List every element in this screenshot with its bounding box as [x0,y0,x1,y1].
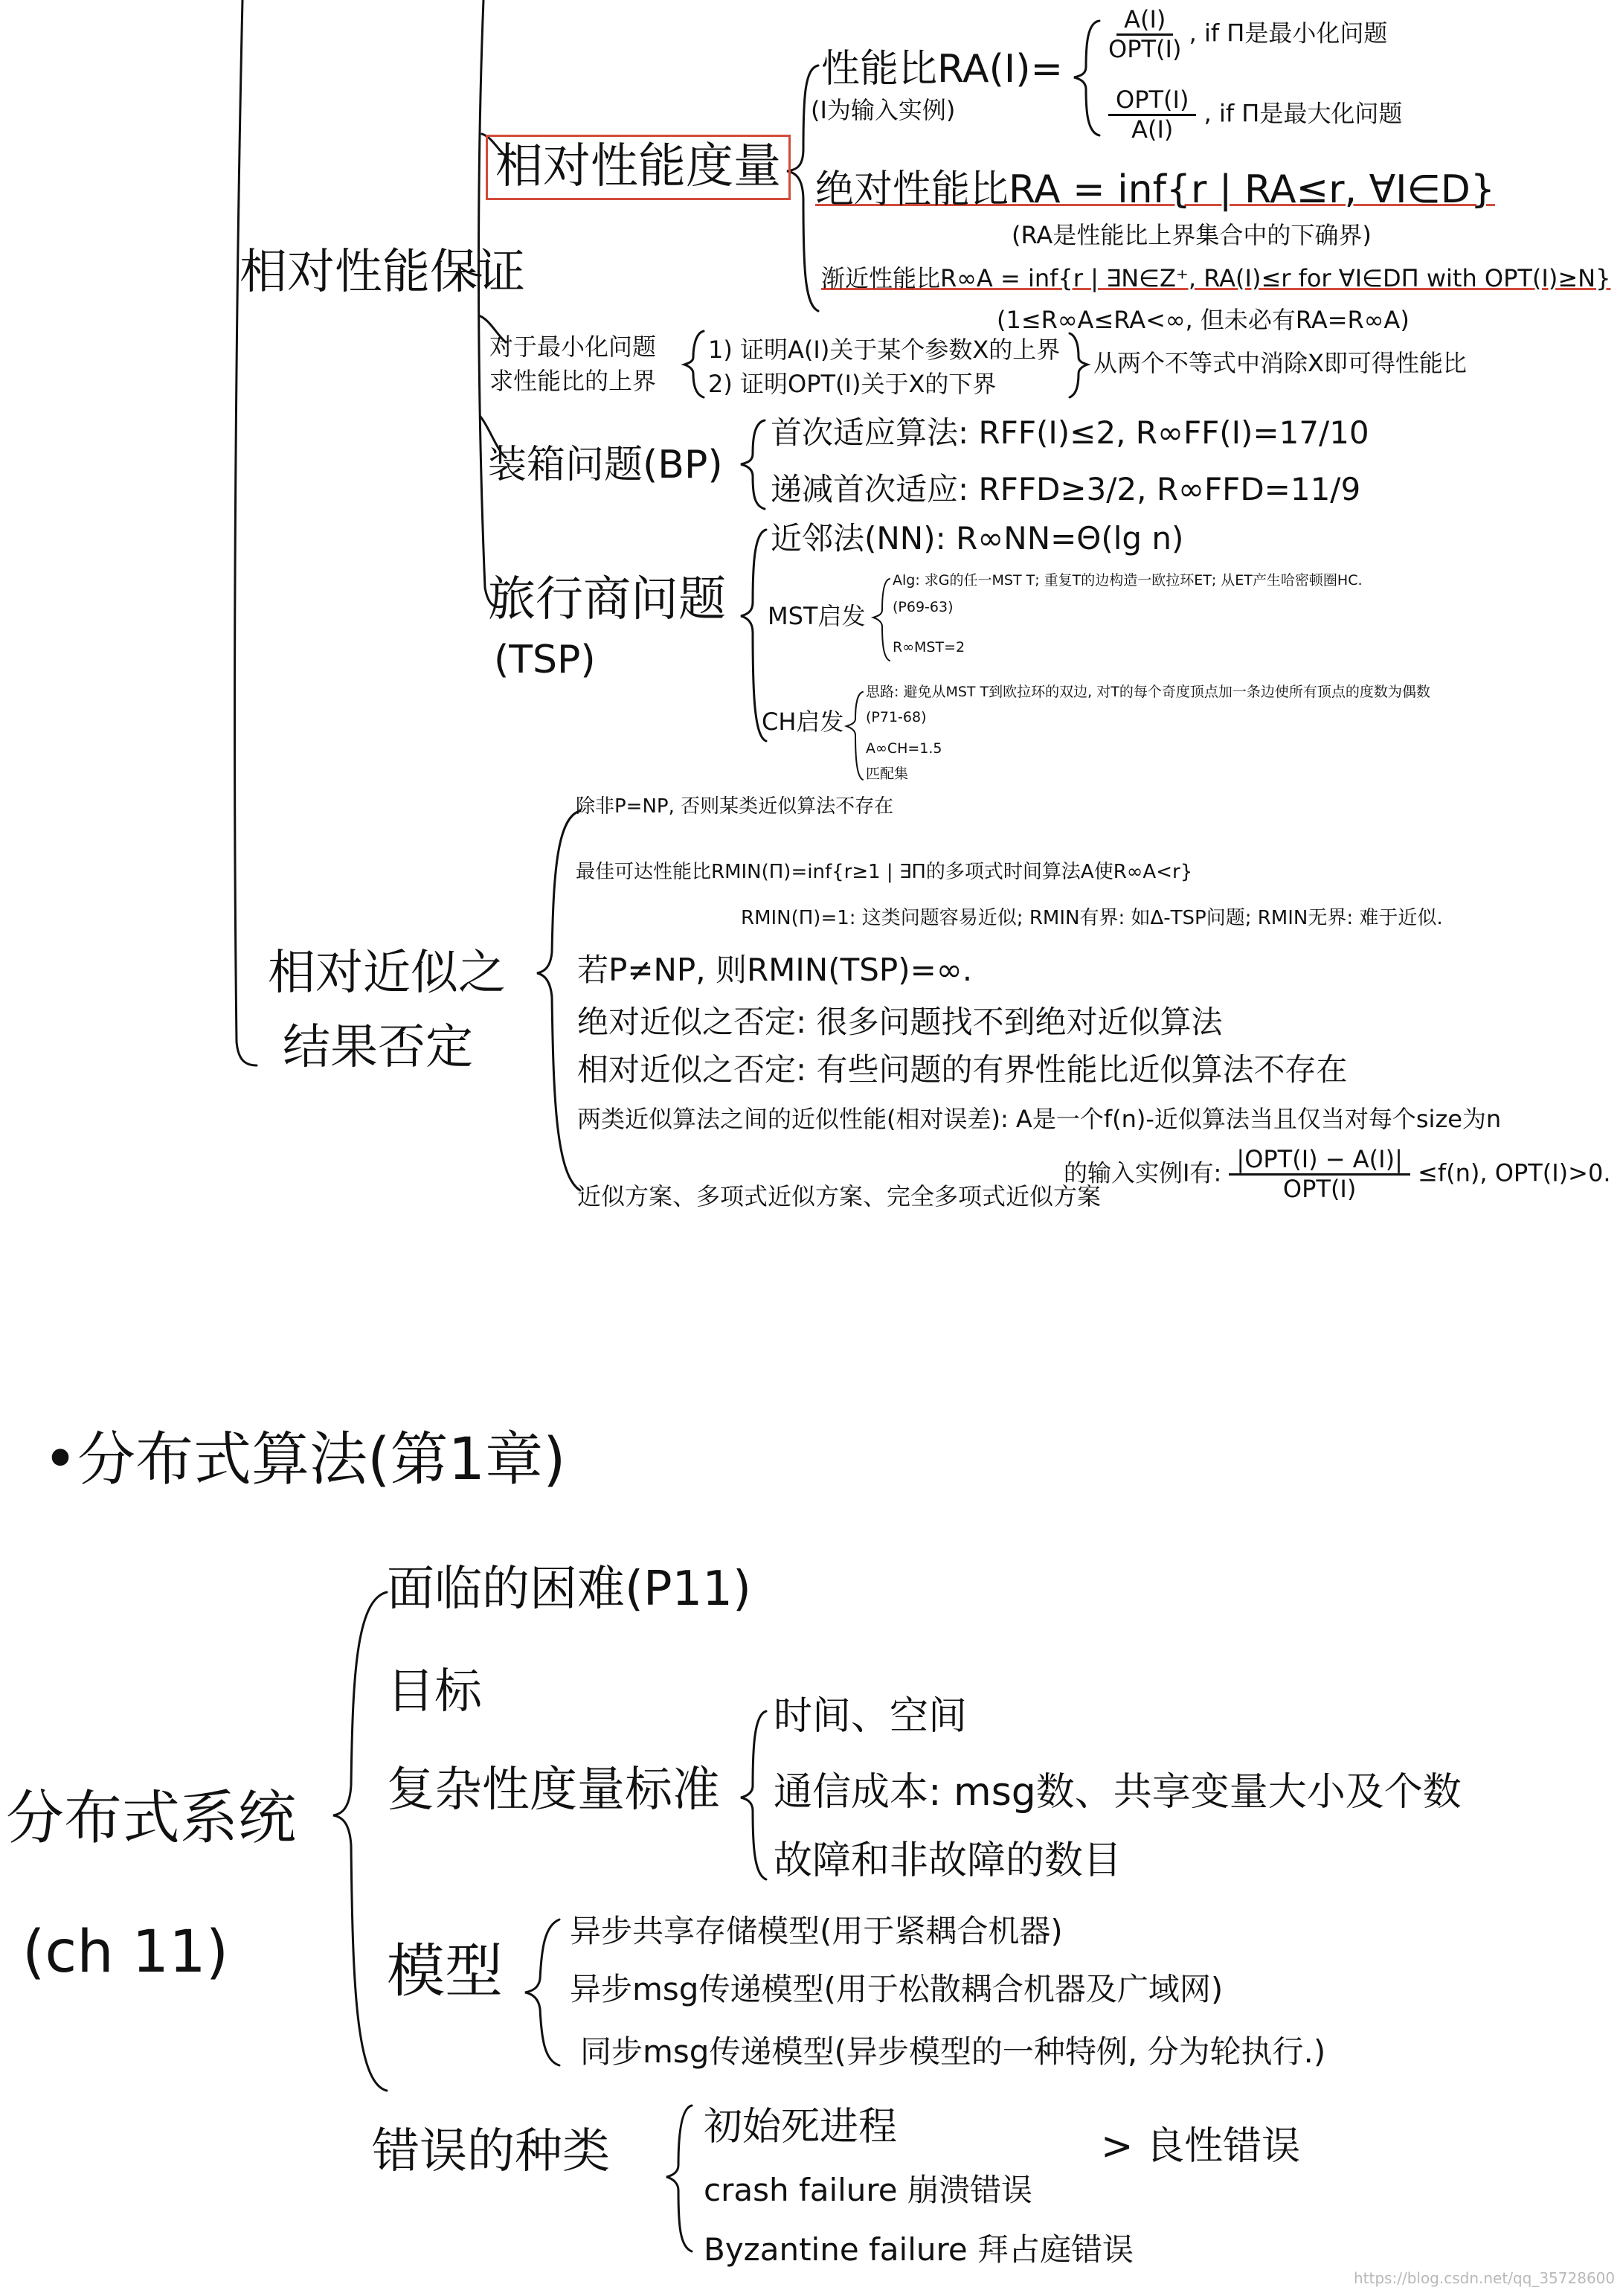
model-item-1: 异步msg传递模型(用于松散耦合机器及广域网) [570,1971,1224,2007]
negation-item-4: 若P≠NP, 则RMIN(TSP)=∞. [577,952,973,988]
bp-ffd: 递减首次适应: RFFD≥3/2, R∞FFD=11/9 [771,471,1361,507]
negation-item-3: RMIN(Π)=1: 这类问题容易近似; RMIN有界: 如Δ-TSP问题; RMIN无界: 难于近似. [741,907,1443,929]
negation-item-8: 近似方案、多项式近似方案、完全多项式近似方案 [577,1182,1102,1210]
brace-branch5 [537,811,580,1190]
negation-item-7-formula [1064,1146,1610,1203]
model-label: 模型 [387,1938,504,2005]
asymptotic-ratio: 渐近性能比R∞A = inf{r | ∃N∈Z⁺, RA(I)≤r for ∀I∈DΠ with OPT(I)≥N} [821,264,1611,292]
negation-item-5: 绝对近似之否定: 很多问题找不到绝对近似算法 [577,1004,1223,1040]
brace-branch3 [741,420,765,509]
brace-ch [846,692,863,780]
branch4-label-1: 旅行商问题 [488,572,726,627]
absolute-ratio-note: (RA是性能比上界集合中的下确界) [1012,221,1372,249]
brace-perf-ratio [1074,21,1099,135]
bp-first-fit: 首次适应算法: RFF(I)≤2, R∞FF(I)=17/10 [771,414,1369,451]
distributed-root-1: 分布式系统 [6,1785,297,1852]
watermark: https://blog.csdn.net/qq_35728600 [1354,2269,1616,2287]
case1-denominator: OPT(I) [1108,34,1182,63]
goal-label: 目标 [387,1664,482,1719]
negation-item-7-tail: ≤f(n), OPT(I)>0. [1418,1158,1611,1187]
branch1-title: 相对性能度量 [488,137,788,198]
distributed-heading: •分布式算法(第1章) [43,1426,566,1493]
tsp-mst-label: MST启发 [768,602,866,630]
case2-denominator: A(I) [1131,115,1174,144]
asymptotic-ratio-note: (1≤R∞A≤RA<∞, 但未必有RA=R∞A) [997,306,1410,334]
tsp-mst-page: (P69-63) [893,599,954,615]
ratio-case-min [1108,6,1387,63]
benign-text: 良性错误 [1145,2124,1301,2169]
outer-hook-line [237,1042,257,1065]
branch3-label: 装箱问题(BP) [488,443,723,487]
tsp-mst-ratio: R∞MST=2 [893,639,965,655]
tsp-ch-ratio: A∞CH=1.5 [866,740,942,757]
tsp-ch-label: CH启发 [762,708,844,736]
branch2-label-1: 对于最小化问题 [489,333,657,361]
branch4-label-2: (TSP) [494,638,596,682]
case2-numerator: OPT(I) [1108,86,1196,116]
tsp-ch-note: 匹配集 [866,766,909,782]
negation-item-7-denominator: OPT(I) [1282,1174,1357,1203]
absolute-ratio: 绝对性能比RA = inf{r | RA≤r, ∀I∈D} [815,167,1495,212]
outer-vertical-line [235,0,242,1042]
model-item-0: 异步共享存储模型(用于紧耦合机器) [570,1913,1063,1949]
error-item-1: crash failure 崩溃错误 [704,2172,1032,2208]
tsp-mst-alg: Alg: 求G的任一MST T; 重复T的边构造一欧拉环ET; 从ET产生哈密顿圈HC. [893,572,1363,589]
case1-condition: , if Π是最小化问题 [1189,19,1388,48]
complexity-item-0: 时间、空间 [774,1694,968,1739]
branch2-label-2: 求性能比的上界 [489,367,657,395]
negation-item-1: 除非P=NP, 否则某类近似算法不存在 [576,795,894,818]
negation-item-7: 两类近似算法之间的近似性能(相对误差): A是一个f(n)-近似算法当且仅当对每个size为n [577,1105,1502,1133]
complexity-item-1: 通信成本: msg数、共享变量大小及个数 [774,1770,1462,1815]
negation-item-6: 相对近似之否定: 有些问题的有界性能比近似算法不存在 [577,1051,1348,1088]
error-item-2: Byzantine failure 拜占庭错误 [704,2231,1134,2268]
brace-branch2-left [684,331,704,397]
benign-label: > 良性错误 [1101,2124,1301,2169]
negation-item-7b: 的输入实例I有: [1064,1158,1222,1187]
branch2-step1: 1) 证明A(I)关于某个参数X的上界 [708,336,1061,364]
model-item-2: 同步msg传递模型(异步模型的一种特例, 分为轮执行.) [580,2033,1326,2070]
tsp-ch-page: (P71-68) [866,709,927,725]
brace-model [525,1920,559,2065]
distributed-root-2: (ch 11) [22,1919,229,1986]
ratio-case-max [1108,86,1402,144]
perf-ratio-label: 性能比RA(I)= [821,47,1064,92]
branch5-label-1: 相对近似之 [268,946,506,1001]
negation-item-2: 最佳可达性能比RMIN(Π)=inf{r≥1 | ∃Π的多项式时间算法A使R∞A<r} [576,861,1193,883]
branch2-result: 从两个不等式中消除X即可得性能比 [1093,349,1467,377]
brace-branch2-right [1070,333,1087,397]
branch2-step2: 2) 证明OPT(I)关于X的下界 [708,370,997,398]
complexity-item-2: 故障和非故障的数目 [774,1838,1122,1883]
perf-ratio-note: (I为输入实例) [811,96,956,124]
brace-complexity [741,1711,766,1879]
errors-label: 错误的种类 [372,2124,610,2179]
complexity-label: 复杂性度量标准 [387,1763,720,1818]
case1-numerator: A(I) [1116,6,1173,36]
tsp-ch-idea: 思路: 避免从MST T到欧拉环的双边, 对T的每个奇度顶点加一条边使所有顶点的度数为偶数 [866,684,1430,700]
tsp-nearest-neighbor: 近邻法(NN): R∞NN=Θ(lg n) [771,520,1184,557]
branch5-label-2: 结果否定 [283,1020,473,1075]
negation-item-7-numerator: |OPT(I) − A(I)| [1229,1146,1410,1176]
brace-errors [666,2106,692,2251]
brace-distributed-system [333,1592,387,2091]
case2-condition: , if Π是最大化问题 [1203,99,1403,128]
difficulty-label: 面临的困难(P11) [387,1562,751,1617]
root-label: 相对性能保证 [240,245,525,300]
error-item-0: 初始死进程 [704,2105,898,2149]
brace-mst [873,579,890,661]
